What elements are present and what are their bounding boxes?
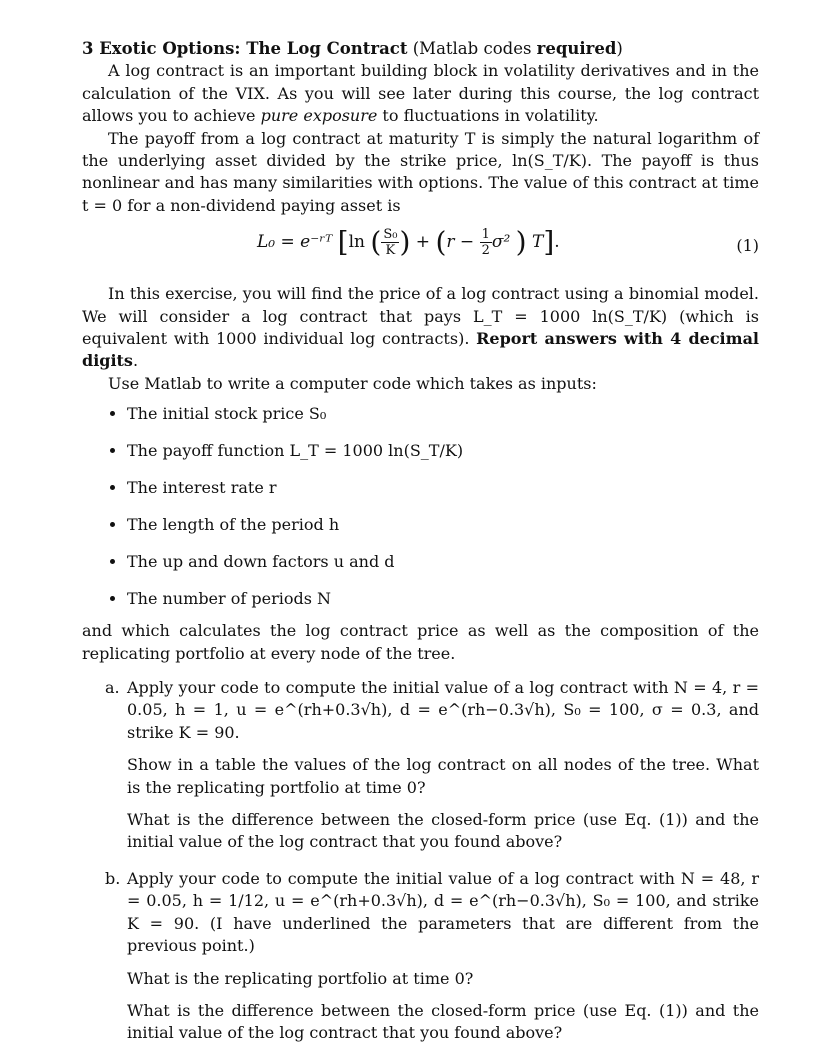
list-item: • The number of periods N [127, 588, 759, 610]
part-label: b. [105, 868, 121, 888]
part-question: What is the replicating portfolio at time 0? [127, 968, 474, 988]
intro-paragraph-1: A log contract is an important building block in volatility derivatives and in the calculation of the VIX. As you will see later during this course, the log contract allows you to achieve pure exposure to fluctuations in volatility. [82, 61, 759, 126]
bold-instruction: Report answers with 4 decimal digits [82, 329, 760, 371]
section-note-bold: required [536, 39, 617, 58]
part-b [105, 868, 759, 1045]
part-text: Apply your code to compute the initial value of a log contract with N = 48, r = 0.05, h = 1/12, u = e^(rh+0.3√h), d = e^(rh−0.3√h), S₀ = 100, and strike K = 90. (I have underlined the parameters that are different from the previous point.) [127, 868, 759, 956]
equation-number: (1) [736, 236, 759, 256]
part-text: Apply your code to compute the initial value of a log contract with N = 4, r = 0.05, h = 1, u = e^(rh+0.3√h), d = e^(rh−0.3√h), S₀ = 100, σ = 0.3, and strike K = 90. [127, 678, 759, 742]
equation-1 [82, 223, 759, 273]
list-item: • The payoff function L_T = 1000 ln(S_T/K) [127, 440, 759, 462]
equation-fraction: $\frac{\text{S₀}}{K}$ [383, 227, 398, 259]
section-note-suffix: ) [616, 39, 623, 58]
part-a [105, 677, 759, 854]
intro-paragraph-2: The payoff from a log contract at maturity T is simply the natural logarithm of the underlying asset divided by the strike price, ln(S_T/K). The payoff is thus nonlinear and has many similarities with options. The value of this contract at time t = 0 for a non-dividend paying asset is [82, 128, 759, 215]
section-note-prefix: (Matlab codes [412, 39, 537, 58]
matlab-instruction: Use Matlab to write a computer code which takes as inputs: [108, 373, 597, 393]
part-question: What is the difference between the closed-form price (use Eq. (1)) and the initial value of the log contract that you found above? [127, 1000, 759, 1043]
list-item: • The interest rate r [127, 477, 759, 499]
emphasis-text: pure exposure [260, 106, 378, 126]
part-question: Show in a table the values of the log contract on all nodes of the tree. What is the replicating portfolio at time 0? [127, 755, 759, 797]
exercise-paragraph: In this exercise, you will find the price of a log contract using a binomial model. We will consider a log contract that pays L_T = 1000 ln(S_T/K) (which is equivalent with 1000 individual log contracts). Report answers with 4 decimal digits. [82, 284, 760, 371]
list-item: • The length of the period h [127, 514, 759, 536]
after-list-paragraph: and which calculates the log contract price as well as the composition of the replicating portfolio at every node of the tree. [82, 621, 759, 663]
section-heading [82, 38, 759, 60]
document-page [82, 38, 759, 1055]
exercise-parts [82, 677, 759, 1045]
equation-body: L₀ = e⁻ʳᵀ [ln ( $\frac{\text{S₀}}{K}$ ) + (r − $\frac{1}{2}$ σ² ) T]. [257, 225, 560, 259]
equation-half: $\frac{1}{2}$ [481, 227, 490, 259]
section-title: Exotic Options: The Log Contract [99, 39, 408, 58]
list-item: • The up and down factors u and d [127, 551, 759, 573]
part-label: a. [105, 678, 120, 698]
inputs-list [82, 403, 759, 610]
part-question: What is the difference between the closed-form price (use Eq. (1)) and the initial value of the log contract that you found above? [127, 810, 759, 852]
section-number: 3 [82, 39, 94, 58]
list-item: • The initial stock price S₀ [127, 403, 759, 425]
